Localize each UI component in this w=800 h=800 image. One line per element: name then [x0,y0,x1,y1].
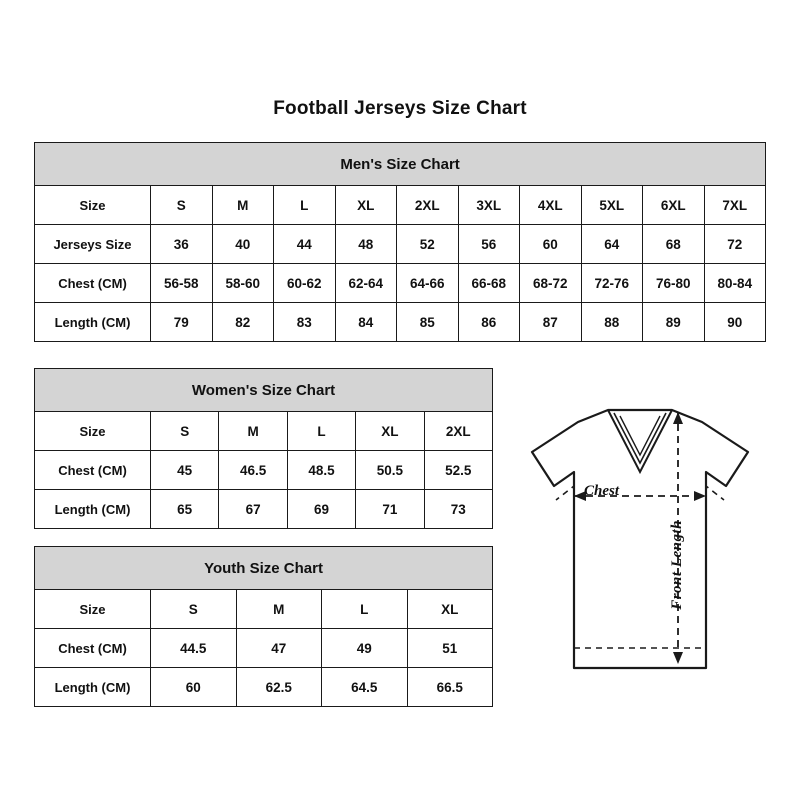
mens-section-heading: Men's Size Chart [35,143,766,186]
table-section-header-row [35,143,766,186]
row-label: Chest (CM) [35,629,151,668]
table-cell: 56 [458,225,520,264]
table-cell: L [274,186,336,225]
womens-section-heading: Women's Size Chart [35,369,493,412]
table-cell: 6XL [643,186,705,225]
table-cell: 60 [151,668,237,707]
table-cell: 56-58 [151,264,213,303]
table-cell: 76-80 [643,264,705,303]
row-label: Chest (CM) [35,451,151,490]
table-row [35,225,766,264]
table-cell: 88 [581,303,643,342]
table-cell: 68-72 [520,264,582,303]
table-cell: 2XL [397,186,459,225]
table-cell: 51 [407,629,493,668]
row-label: Length (CM) [35,490,151,529]
table-cell: 49 [322,629,408,668]
table-cell: 73 [424,490,492,529]
table-cell: L [287,412,355,451]
mens-size-chart-table [34,142,766,342]
table-cell: XL [407,590,493,629]
table-cell: 48.5 [287,451,355,490]
table-cell: 64-66 [397,264,459,303]
jersey-diagram [500,400,780,700]
table-row [35,303,766,342]
table-cell: M [236,590,322,629]
table-cell: 85 [397,303,459,342]
table-cell: 58-60 [212,264,274,303]
table-section-header-row [35,547,493,590]
table-cell: 65 [151,490,219,529]
table-cell: 52.5 [424,451,492,490]
page-title: Football Jerseys Size Chart [273,98,527,119]
tshirt-outline-icon [500,400,780,700]
table-cell: 46.5 [219,451,287,490]
table-cell: 62-64 [335,264,397,303]
table-cell: 72 [704,225,766,264]
table-cell: 68 [643,225,705,264]
table-cell: L [322,590,408,629]
table-cell: 80-84 [704,264,766,303]
row-label: Size [35,412,151,451]
table-cell: 90 [704,303,766,342]
table-section-header-row [35,369,493,412]
table-cell: 45 [151,451,219,490]
table-row [35,412,493,451]
table-cell: 44 [274,225,336,264]
table-cell: S [151,186,213,225]
table-cell: 84 [335,303,397,342]
table-cell: 48 [335,225,397,264]
youth-size-chart-table [34,546,493,707]
table-row [35,451,493,490]
table-cell: 66-68 [458,264,520,303]
table-cell: 52 [397,225,459,264]
table-cell: S [151,412,219,451]
table-cell: XL [335,186,397,225]
table-cell: M [219,412,287,451]
table-cell: 69 [287,490,355,529]
front-length-measure-label: Front Length [669,520,685,610]
table-cell: 79 [151,303,213,342]
womens-size-chart-table [34,368,493,529]
table-row [35,590,493,629]
table-cell: 40 [212,225,274,264]
table-cell: 62.5 [236,668,322,707]
table-cell: 60 [520,225,582,264]
table-cell: 87 [520,303,582,342]
table-cell: 86 [458,303,520,342]
table-cell: 7XL [704,186,766,225]
table-cell: 89 [643,303,705,342]
table-cell: 50.5 [356,451,424,490]
row-label: Length (CM) [35,668,151,707]
table-cell: 36 [151,225,213,264]
row-label: Length (CM) [35,303,151,342]
table-cell: M [212,186,274,225]
table-cell: 4XL [520,186,582,225]
table-cell: 66.5 [407,668,493,707]
table-cell: 44.5 [151,629,237,668]
table-cell: 2XL [424,412,492,451]
table-cell: S [151,590,237,629]
table-row [35,186,766,225]
row-label: Jerseys Size [35,225,151,264]
table-cell: 64.5 [322,668,408,707]
table-cell: 47 [236,629,322,668]
youth-section-heading: Youth Size Chart [35,547,493,590]
table-row [35,264,766,303]
row-label: Size [35,186,151,225]
row-label: Size [35,590,151,629]
table-cell: 72-76 [581,264,643,303]
row-label: Chest (CM) [35,264,151,303]
table-cell: 3XL [458,186,520,225]
table-cell: XL [356,412,424,451]
table-cell: 60-62 [274,264,336,303]
table-cell: 5XL [581,186,643,225]
table-cell: 71 [356,490,424,529]
table-cell: 67 [219,490,287,529]
table-cell: 82 [212,303,274,342]
table-cell: 83 [274,303,336,342]
table-row [35,668,493,707]
chest-measure-label: Chest [584,483,620,499]
table-cell: 64 [581,225,643,264]
table-row [35,629,493,668]
table-row [35,490,493,529]
